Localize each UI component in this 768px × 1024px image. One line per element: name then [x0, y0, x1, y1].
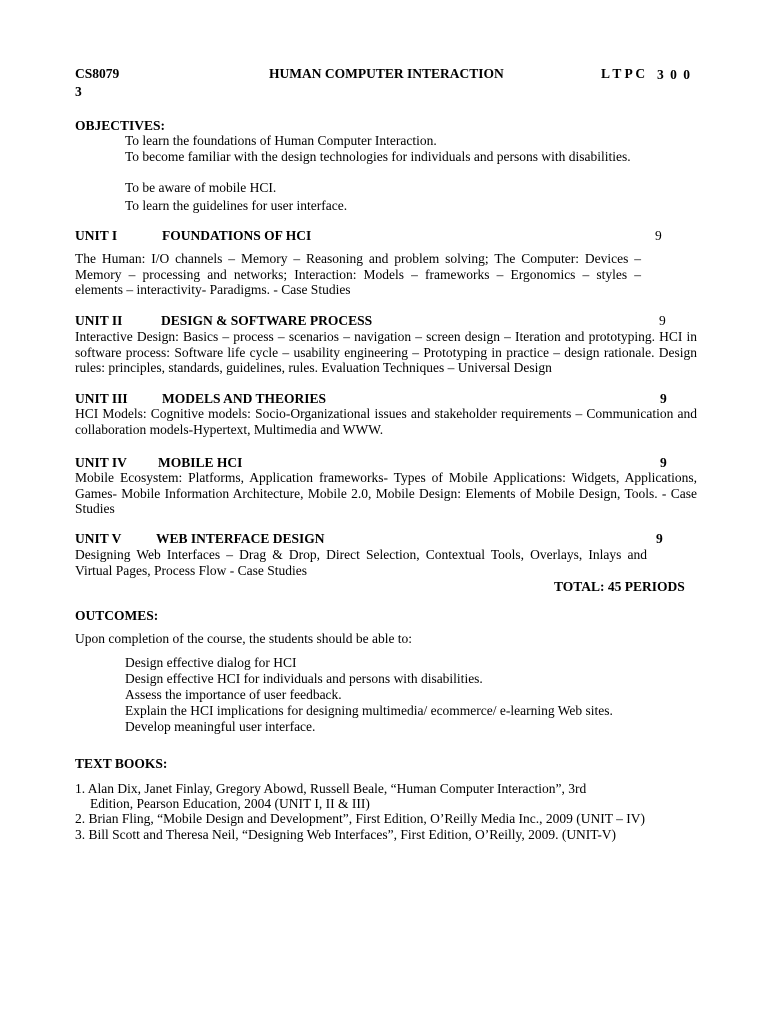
text-book-item: 1. Alan Dix, Janet Finlay, Gregory Abowd, Russell Beale, “Human Computer Interaction”, 3rd [75, 781, 587, 796]
unit-number: UNIT III [75, 391, 128, 406]
unit-content: Interactive Design: Basics – process – scenarios – navigation – screen design – Iteration and prototyping. HCI in software process: Software life cycle – usability engineering – Prototyping in practice – design rationale. Design rules: principles, standards, guidelines, rules. Evaluation Techniques – Universal Design [75, 329, 697, 375]
unit-hours: 9 [660, 455, 667, 470]
text-book-item-continued: Edition, Pearson Education, 2004 (UNIT I, II & III) [90, 796, 370, 811]
outcome-item: Explain the HCI implications for designing multimedia/ ecommerce/ e-learning Web sites. [125, 703, 613, 718]
unit-number: UNIT I [75, 228, 118, 243]
unit-hours: 9 [659, 313, 666, 328]
credit-value: 3 [75, 84, 82, 99]
unit-content: HCI Models: Cognitive models: Socio-Organizational issues and stakeholder requirements – Communication and collaboration models-Hypertext, Multimedia and WWW. [75, 406, 697, 437]
outcome-item: Assess the importance of user feedback. [125, 687, 342, 702]
course-code: CS8079 [75, 66, 120, 81]
ltpc-letters: L T P C [601, 66, 646, 81]
course-title: HUMAN COMPUTER INTERACTION [269, 66, 504, 81]
outcome-item: Develop meaningful user interface. [125, 719, 316, 734]
outcomes-intro: Upon completion of the course, the students should be able to: [75, 631, 413, 646]
unit-title: MODELS AND THEORIES [162, 391, 327, 406]
unit-content: Mobile Ecosystem: Platforms, Application frameworks- Types of Mobile Applications: Widgets, Applications, Games- Mobile Information Architecture, Mobile 2.0, Mobile Design: Elements of Mobile Design, Tools. - Case Studies [75, 470, 697, 516]
unit-title: WEB INTERFACE DESIGN [156, 531, 325, 546]
objectives-heading: OBJECTIVES: [75, 118, 166, 133]
objective-item: To be aware of mobile HCI. [125, 180, 277, 195]
objective-item: To learn the foundations of Human Computer Interaction. [125, 133, 437, 148]
unit-hours: 9 [655, 228, 662, 243]
unit-hours: 9 [660, 391, 667, 406]
outcome-item: Design effective HCI for individuals and persons with disabilities. [125, 671, 483, 686]
text-books-heading: TEXT BOOKS: [75, 756, 168, 771]
objective-item: To learn the guidelines for user interface. [125, 198, 348, 213]
text-book-item: 3. Bill Scott and Theresa Neil, “Designing Web Interfaces”, First Edition, O’Reilly, 2009. (UNIT-V) [75, 827, 617, 842]
total-periods: TOTAL: 45 PERIODS [554, 579, 685, 594]
unit-number: UNIT II [75, 313, 123, 328]
unit-title: DESIGN & SOFTWARE PROCESS [161, 313, 373, 328]
ltpc-values: 3 0 0 [657, 67, 690, 82]
outcome-item: Design effective dialog for HCI [125, 655, 297, 670]
unit-number: UNIT V [75, 531, 122, 546]
unit-number: UNIT IV [75, 455, 127, 470]
objective-item: To become familiar with the design technologies for individuals and persons with disabilities. [125, 149, 631, 164]
unit-content: The Human: I/O channels – Memory – Reasoning and problem solving; The Computer: Devices – Memory – processing and networks; Interaction: Models – frameworks – Ergonomics – styles – elements – interactivity- Paradigms. - Case Studies [75, 251, 641, 297]
unit-title: MOBILE HCI [158, 455, 243, 470]
outcomes-heading: OUTCOMES: [75, 608, 159, 623]
unit-hours: 9 [656, 531, 663, 546]
unit-content: Designing Web Interfaces – Drag & Drop, Direct Selection, Contextual Tools, Overlays, Inlays and Virtual Pages, Process Flow - Case Studies [75, 547, 647, 578]
unit-title: FOUNDATIONS OF HCI [162, 228, 312, 243]
text-book-item: 2. Brian Fling, “Mobile Design and Development”, First Edition, O’Reilly Media Inc., 2009 (UNIT – IV) [75, 811, 646, 826]
